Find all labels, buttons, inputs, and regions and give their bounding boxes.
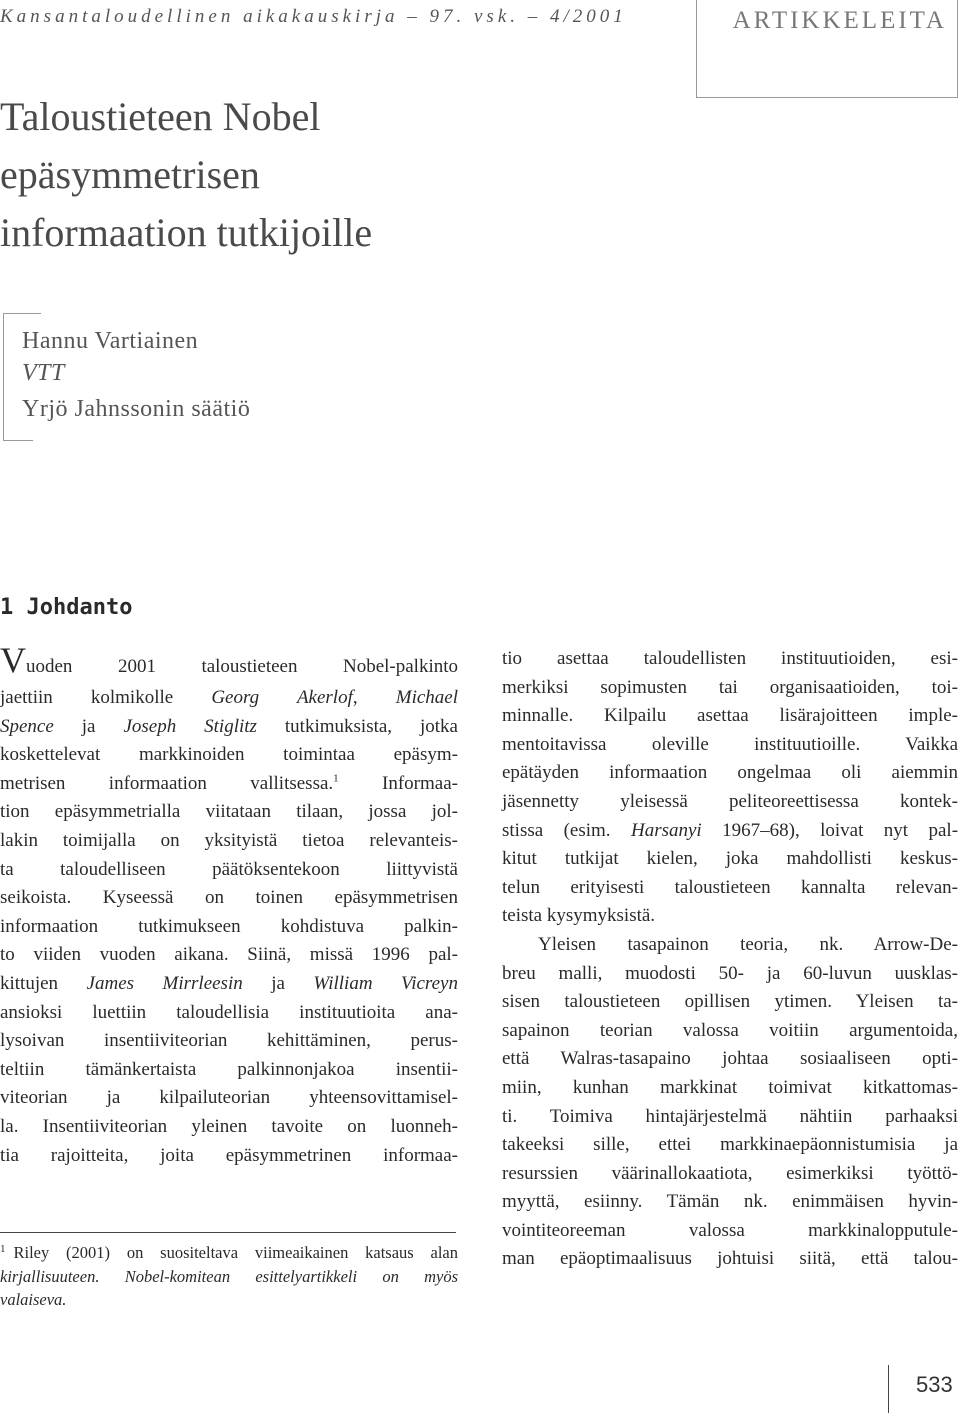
text-line [502,1045,958,1074]
text-line [0,798,458,827]
section-label-box: ARTIKKELEITA [696,0,958,98]
bracket-divider [3,440,33,441]
text-line [502,931,958,960]
text-line [0,713,458,742]
text-line-content: Yleisen tasapainon teoria, nk. Arrow-De- [538,933,958,955]
text-line-content: ti. Toimiva hintajärjestelmä nähtiin parhaaksi [502,1105,958,1127]
text-line [502,874,958,903]
text-line [0,884,458,913]
text-line [502,1103,958,1132]
title-line: epäsymmetrisen [0,152,260,197]
text-line-content: viteorian ja kilpailuteorian yhteensovittamisel- [0,1087,458,1109]
footnote-line [0,1241,458,1265]
text-line [0,1084,458,1113]
text-line-content: jaettiin kolmikolle Georg Akerlof, Michael [0,687,459,708]
text-line [502,1074,958,1103]
text-line [0,827,458,856]
journal-header: Kansantaloudellinen aikakauskirja – 97. vsk. – 4/2001 [0,6,627,27]
bracket-divider [3,313,4,441]
text-line-content: miin, kunhan markkinat toimivat kitkattomas- [502,1076,958,1098]
text-line [0,770,458,799]
title-line: informaation tutkijoille [0,210,373,255]
text-line-content: informaation tutkimukseen kohdistuva palkin- [0,915,458,937]
text-line-content: to viiden vuoden aikana. Siinä, missä 1996 pal- [0,944,458,966]
text-line [0,970,458,999]
cited-name: Harsanyi [630,819,702,841]
text-line [502,1160,958,1189]
text-line-content: kittujen James Mirrleesin ja William Vicreyn [0,972,458,994]
text-line [502,817,958,846]
drop-cap: V [0,640,26,680]
text-line-content: 1967–68), loivat nyt pal- [722,819,959,841]
text-line [0,941,458,970]
text-line-content: man epäoptimaalisuus johtuisi siitä, että talou- [502,1248,958,1270]
text-line [502,1131,958,1160]
text-line-content: mentoitavissa oleville instituutioille. Vaikka [502,733,958,755]
footnote-text: valaiseva. [0,1290,67,1309]
author-name: Hannu Vartiainen [22,328,199,354]
text-line-content: koskettelevat markkinoiden toimintaa epäsym- [0,744,458,766]
text-line-content: kitut tutkijat kielen, joka mahdollisti keskus- [502,848,958,870]
footnote-text: kirjallisuuteen. Nobel-komitean esittelyartikkeli on myös [0,1266,458,1286]
text-line-content: Informaa- [382,772,458,794]
text-line [0,999,458,1028]
author-affiliation: VTT [22,360,65,386]
article-title [0,88,372,262]
text-line-content: että Walras-tasapaino johtaa sosiaaliseen opti- [502,1048,958,1070]
text-line-content: jäsennetty yleisessä peliteoreettisessa kontek- [502,790,958,812]
text-line [0,913,458,942]
text-line-content: telun erityisesti taloustieteen kannalta relevan- [502,876,958,898]
page-number-divider [888,1365,889,1413]
footnote-line [0,1288,458,1312]
footnote-divider [0,1232,456,1233]
text-line [0,856,458,885]
text-line-content: lakin toimijalla on yksityistä tietoa relevanteis- [0,829,458,851]
text-line-content: tio asettaa taloudellisten instituutioiden, esi- [502,648,958,669]
text-line [0,1142,458,1171]
text-line [502,788,958,817]
title-line: Taloustieteen Nobel [0,94,321,139]
text-line-content: vointiteoreeman valossa markkinalopputule- [502,1219,958,1241]
footnote-number: 1 [0,1242,6,1255]
bracket-divider [3,313,41,314]
footnote-line [0,1265,458,1289]
text-line [502,960,958,989]
text-line-content: teista kysymyksistä. [502,905,656,927]
text-line [502,845,958,874]
text-line-content: sisen taloustieteen opillisen ytimen. Yleisen ta- [502,991,958,1013]
text-line [502,988,958,1017]
text-line-content: myyttä, esiinny. Tämän nk. enimmäisen hyvin- [502,1191,958,1213]
body-column-left [0,640,459,1170]
text-line [0,1056,458,1085]
text-line [0,741,458,770]
text-line [502,1217,958,1246]
text-line-content: tion epäsymmetrialla viitataan tilaan, jossa jol- [0,801,458,823]
text-line-content: ansioksi luettiin taloudellisia instituutioita ana- [0,1001,458,1023]
text-line [0,640,458,684]
author-block [3,313,443,441]
text-line-content: la. Insentiiviteorian yleinen tavoite on luonneh- [0,1115,458,1137]
text-line-content: sapainon teorian valossa voitiin argumentoida, [502,1019,958,1041]
text-line [0,684,458,713]
text-line-content: minnalle. Kilpailu asettaa lisärajoitteen imple- [502,705,958,727]
text-line-content: tia rajoitteita, joita epäsymmetrinen informaa- [0,1144,458,1166]
section-heading: 1 Johdanto [0,595,133,620]
text-line [502,702,958,731]
text-line-content: teltiin tämänkertaista palkinnonjakoa insentii- [0,1058,458,1080]
text-line [502,902,958,931]
page-number: 533 [916,1372,953,1397]
text-line-content: takeeksi sille, ettei markkinaepäonnistumisia ja [502,1134,958,1156]
footnote-reference[interactable]: 1 [333,772,339,785]
text-line-content: metrisen informaation vallitsessa. [0,772,334,794]
footnote-text: Riley (2001) on suositeltava viimeaikainen katsaus alan [13,1243,458,1262]
footnote [0,1241,458,1312]
text-line-content: epätäyden informaation ongelmaa oli aiemmin [502,762,958,784]
text-line [502,759,958,788]
author-affiliation: Yrjö Jahnssonin säätiö [22,396,251,422]
text-line-content: seikoista. Kyseessä on toinen epäsymmetrisen [0,887,458,909]
text-line [0,1027,458,1056]
text-line [502,645,958,674]
text-line [502,1017,958,1046]
text-line-content: resurssien väärinallokaatiota, esimerkiksi työttö- [502,1162,958,1184]
text-line [502,1188,958,1217]
text-line-content: Spence ja Joseph Stiglitz tutkimuksista, jotka [0,715,458,737]
text-line [502,731,958,760]
text-line [0,1113,458,1142]
text-line-content: uoden 2001 taloustieteen Nobel-palkinto [26,656,458,677]
text-line-content: merkiksi sopimusten tai organisaatioiden, toi- [502,676,958,698]
body-column-right [502,645,958,1274]
text-line-content: breu malli, muodosti 50- ja 60-luvun uusklas- [502,962,958,984]
text-line-content: ta taloudelliseen päätöksentekoon liittyvistä [0,858,458,880]
text-line-content: stissa (esim. [502,819,611,841]
text-line [502,674,958,703]
text-line [502,1245,958,1274]
text-line-content: lysoivan insentiiviteorian kehittäminen, perus- [0,1030,458,1052]
